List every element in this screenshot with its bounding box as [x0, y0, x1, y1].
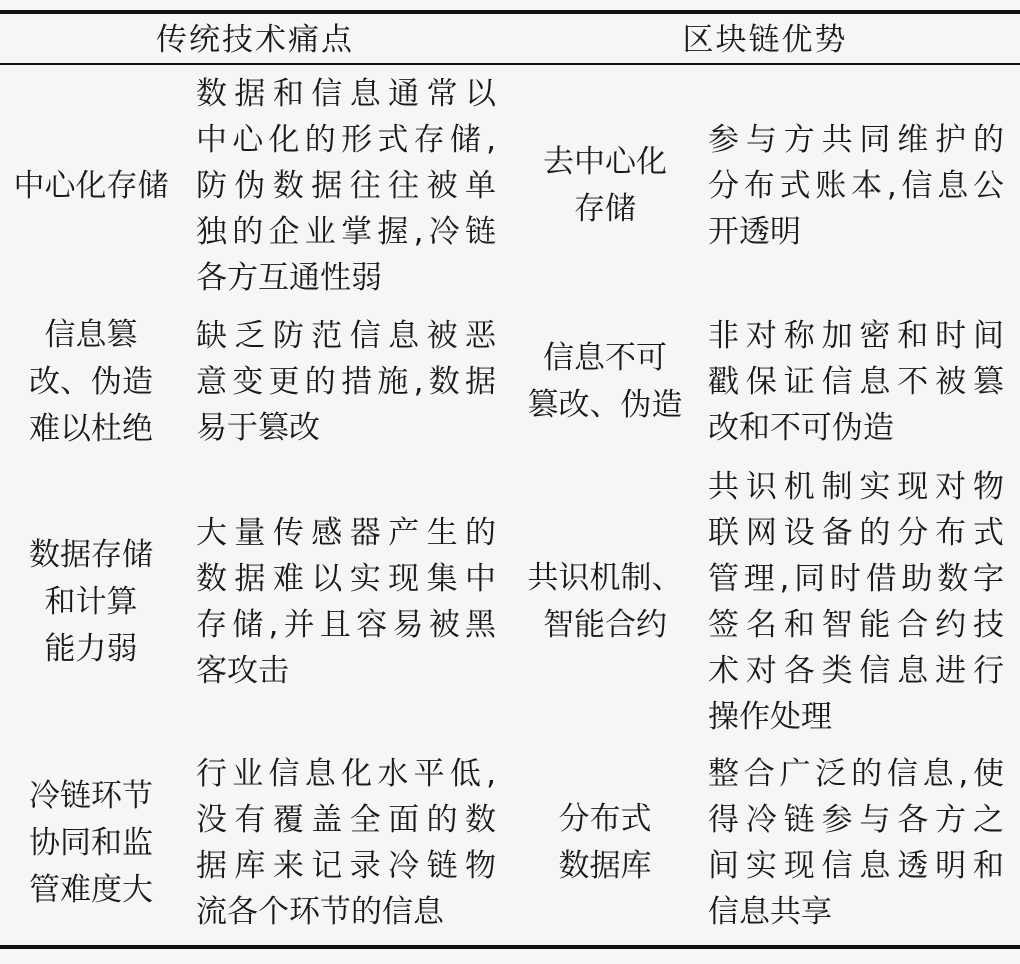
table-top-rule — [0, 10, 1020, 14]
blockchain-solution-line: 存储 — [574, 191, 636, 227]
pain-point-line: 冷链环节 — [29, 777, 153, 814]
pain-description-line: 易于篡改 — [196, 410, 320, 446]
solution-description-line: 管理,同时借助数字 — [708, 561, 1004, 597]
pain-description-line: 缺乏防范信息被恶 — [196, 318, 496, 354]
table-header-rule — [0, 63, 1020, 65]
solution-description-line: 参与方共同维护的 — [708, 122, 1004, 158]
pain-point-line: 信息篡 — [44, 316, 138, 353]
pain-point-line: 中心化存储 — [13, 167, 169, 204]
pain-description-line: 数据难以实现集中 — [196, 561, 496, 597]
blockchain-solution-cell — [520, 460, 690, 744]
header-pain-points: 传统技术痛点 — [156, 22, 354, 58]
solution-description-line: 联网设备的分布式 — [708, 515, 1004, 551]
solution-description-line: 签名和智能合约技 — [708, 607, 1004, 643]
blockchain-solution-cell — [520, 68, 690, 304]
pain-description-cell — [196, 746, 504, 940]
pain-description-cell — [196, 460, 504, 744]
pain-point-line: 改、伪造 — [29, 363, 153, 400]
table-row — [0, 306, 1020, 458]
blockchain-solution-line: 共识机制、 — [527, 560, 683, 596]
blockchain-solution-cell — [520, 306, 690, 458]
pain-point-cell — [0, 460, 182, 744]
solution-description-line: 戳保证信息不被篡 — [708, 364, 1004, 400]
solution-description-line: 共识机制实现对物 — [708, 469, 1004, 505]
pain-description-line: 中心化的形式存储, — [196, 122, 496, 158]
pain-point-line: 管难度大 — [29, 871, 153, 908]
solution-description-cell — [708, 460, 1010, 744]
solution-description-line: 术对各类信息进行 — [708, 653, 1004, 689]
solution-description-line: 非对称加密和时间 — [708, 318, 1004, 354]
pain-point-cell — [0, 306, 182, 458]
solution-description-line: 得冷链参与各方之 — [708, 802, 1004, 838]
pain-description-line: 防伪数据往往被单 — [196, 168, 496, 204]
pain-description-cell — [196, 306, 504, 458]
pain-point-line: 和计算 — [44, 583, 138, 620]
solution-description-line: 信息共享 — [708, 894, 832, 930]
table-row — [0, 460, 1020, 744]
pain-description-line: 意变更的措施,数据 — [196, 364, 496, 400]
pain-description-line: 客攻击 — [196, 653, 289, 689]
solution-description-cell — [708, 68, 1010, 304]
blockchain-solution-line: 数据库 — [558, 848, 652, 884]
solution-description-cell — [708, 746, 1010, 940]
pain-description-line: 各方互通性弱 — [196, 260, 382, 296]
pain-description-line: 没有覆盖全面的数 — [196, 802, 496, 838]
pain-description-line: 独的企业掌握,冷链 — [196, 214, 496, 250]
table-row — [0, 746, 1020, 940]
pain-description-line: 行业信息化水平低, — [196, 756, 496, 792]
header-blockchain-advantages: 区块链优势 — [682, 22, 848, 58]
solution-description-line: 改和不可伪造 — [708, 410, 894, 446]
pain-description-line: 流各个环节的信息 — [196, 894, 444, 930]
pain-description-line: 大量传感器产生的 — [196, 515, 496, 551]
blockchain-solution-line: 分布式 — [558, 801, 652, 837]
pain-description-line: 据库来记录冷链物 — [196, 848, 496, 884]
table-bottom-rule — [0, 945, 1020, 949]
pain-point-line: 难以杜绝 — [29, 410, 153, 447]
pain-point-line: 协同和监 — [29, 824, 153, 861]
pain-point-line: 能力弱 — [44, 630, 138, 667]
blockchain-solution-line: 去中心化 — [543, 144, 667, 180]
blockchain-solution-line: 信息不可 — [543, 340, 667, 376]
pain-point-cell — [0, 746, 182, 940]
pain-description-line: 存储,并且容易被黑 — [196, 607, 496, 643]
solution-description-cell — [708, 306, 1010, 458]
solution-description-line: 间实现信息透明和 — [708, 848, 1004, 884]
solution-description-line: 操作处理 — [708, 699, 832, 735]
solution-description-line: 开透明 — [708, 214, 801, 250]
blockchain-solution-cell — [520, 746, 690, 940]
pain-description-cell — [196, 68, 504, 304]
solution-description-line: 分布式账本,信息公 — [708, 168, 1004, 204]
table-row — [0, 68, 1020, 304]
pain-point-line: 数据存储 — [29, 536, 153, 573]
pain-description-line: 数据和信息通常以 — [196, 76, 496, 112]
blockchain-solution-line: 篡改、伪造 — [527, 387, 683, 423]
pain-point-cell — [0, 68, 182, 304]
blockchain-solution-line: 智能合约 — [543, 607, 667, 643]
solution-description-line: 整合广泛的信息,使 — [708, 756, 1004, 792]
